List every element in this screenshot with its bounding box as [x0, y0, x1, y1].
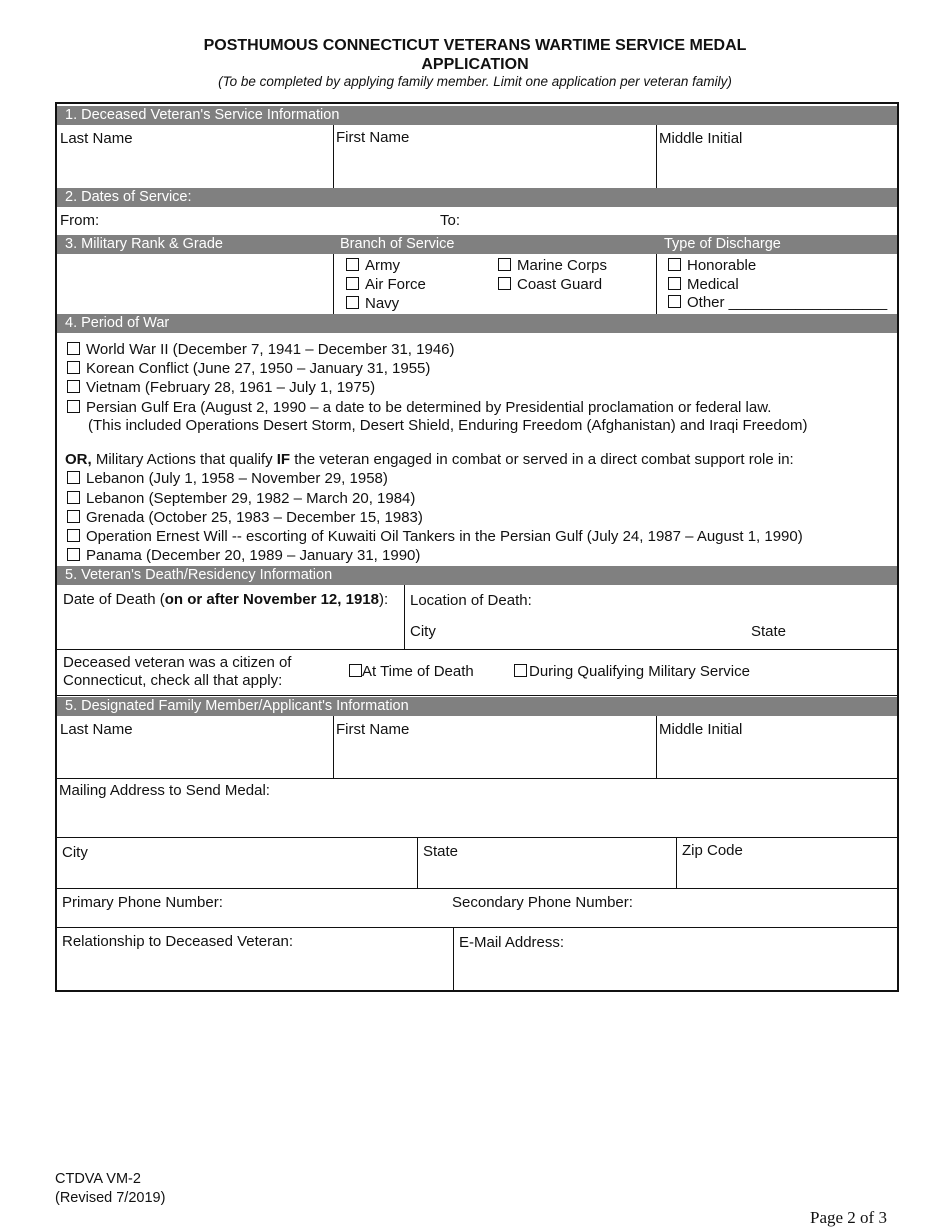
section3-header: [57, 235, 897, 254]
citizen-label: Deceased veteran was a citizen of Connecticut, check all that apply:: [63, 654, 292, 689]
form-title-line1: POSTHUMOUS CONNECTICUT VETERANS WARTIME SERVICE MEDAL: [203, 37, 747, 54]
period-wwii-option[interactable]: World War II (December 7, 1941 – December 31, 1946): [67, 341, 455, 359]
section6-title: 5. Designated Family Member/Applicant's Information: [65, 698, 409, 714]
secondary-phone-field[interactable]: Secondary Phone Number:: [452, 894, 633, 911]
service-from-field[interactable]: From:: [60, 212, 100, 229]
citizen-at-death-option[interactable]: At Time of Death: [349, 663, 474, 681]
divider: [333, 254, 334, 314]
relationship-field[interactable]: Relationship to Deceased Veteran:: [62, 933, 293, 950]
divider: [676, 837, 677, 888]
checkbox[interactable]: [67, 548, 80, 561]
checkbox[interactable]: [668, 277, 681, 290]
checkbox[interactable]: [346, 277, 359, 290]
veteran-first-name-field[interactable]: First Name: [336, 129, 410, 146]
location-of-death-label: Location of Death:: [410, 592, 532, 609]
branch-coast-guard-option[interactable]: Coast Guard: [498, 276, 602, 294]
veteran-middle-initial-field[interactable]: Middle Initial: [659, 130, 743, 147]
checkbox[interactable]: [498, 258, 511, 271]
checkbox[interactable]: [67, 361, 80, 374]
section4-header: [57, 314, 897, 333]
veteran-last-name-field[interactable]: Last Name: [60, 130, 133, 147]
divider: [656, 125, 657, 188]
action-ernest-will-option[interactable]: Operation Ernest Will -- escorting of Kuwaiti Oil Tankers in the Persian Gulf (July 24, 1987 – August 1, 1990): [67, 528, 803, 546]
discharge-medical-option[interactable]: Medical: [668, 276, 739, 294]
checkbox[interactable]: [67, 491, 80, 504]
applicant-last-name-field[interactable]: Last Name: [60, 721, 133, 738]
checkbox[interactable]: [67, 380, 80, 393]
divider: [57, 888, 897, 889]
branch-air-force-option[interactable]: Air Force: [346, 276, 426, 294]
section2-title: 2. Dates of Service:: [65, 189, 192, 205]
checkbox[interactable]: [668, 258, 681, 271]
section5-title: 5. Veteran's Death/Residency Information: [65, 567, 333, 583]
section1-header: [57, 106, 897, 125]
applicant-zip-field[interactable]: Zip Code: [682, 842, 743, 859]
section2-header: [57, 188, 897, 207]
checkbox[interactable]: [67, 471, 80, 484]
checkbox[interactable]: [346, 296, 359, 309]
service-to-field[interactable]: To:: [440, 212, 461, 229]
divider: [656, 716, 657, 778]
divider: [404, 585, 405, 649]
divider: [57, 649, 897, 650]
checkbox[interactable]: [67, 342, 80, 355]
primary-phone-field[interactable]: Primary Phone Number:: [62, 894, 223, 911]
divider: [333, 125, 334, 188]
divider: [333, 716, 334, 778]
divider: [417, 837, 418, 888]
action-panama-option[interactable]: Panama (December 20, 1989 – January 31, 1990): [67, 547, 420, 565]
persian-gulf-note: (This included Operations Desert Storm, Desert Shield, Enduring Freedom (Afghanistan) and Iraqi Freedom): [88, 417, 808, 434]
form-subtitle: (To be completed by applying family member. Limit one application per veteran family): [218, 74, 732, 89]
period-persian-gulf-option[interactable]: Persian Gulf Era (August 2, 1990 – a date to be determined by Presidential proclamation or federal law.: [67, 399, 771, 417]
checkbox[interactable]: [668, 295, 681, 308]
checkbox[interactable]: [498, 277, 511, 290]
branch-marine-corps-option[interactable]: Marine Corps: [498, 257, 607, 275]
divider: [656, 254, 657, 314]
email-field[interactable]: E-Mail Address:: [459, 934, 565, 951]
divider: [57, 837, 897, 838]
period-vietnam-option[interactable]: Vietnam (February 28, 1961 – July 1, 1975): [67, 379, 375, 397]
checkbox[interactable]: [514, 664, 527, 677]
page-number: Page 2 of 3: [810, 1208, 887, 1227]
section3-title: 3. Military Rank & Grade: [65, 236, 223, 252]
checkbox[interactable]: [67, 529, 80, 542]
divider: [453, 927, 454, 992]
divider: [57, 778, 897, 779]
form-title-line2: APPLICATION: [421, 56, 529, 73]
checkbox[interactable]: [349, 664, 362, 677]
section1-title: 1. Deceased Veteran's Service Information: [65, 107, 340, 123]
applicant-first-name-field[interactable]: First Name: [336, 721, 410, 738]
death-city-field[interactable]: City: [410, 623, 436, 640]
divider: [57, 695, 897, 696]
branch-army-option[interactable]: Army: [346, 257, 400, 275]
discharge-header: Type of Discharge: [664, 236, 781, 252]
action-grenada-option[interactable]: Grenada (October 25, 1983 – December 15, 1983): [67, 509, 423, 527]
discharge-other-option[interactable]: Other ___________________: [668, 294, 887, 312]
checkbox[interactable]: [67, 400, 80, 413]
checkbox[interactable]: [67, 510, 80, 523]
form-id: CTDVA VM-2: [55, 1171, 141, 1187]
application-form: [55, 102, 899, 992]
military-actions-intro: OR, Military Actions that qualify IF the veteran engaged in combat or served in a direct combat support role in:: [65, 451, 794, 468]
citizen-during-service-option[interactable]: During Qualifying Military Service: [514, 663, 750, 681]
mailing-address-field[interactable]: Mailing Address to Send Medal:: [59, 782, 270, 799]
checkbox[interactable]: [346, 258, 359, 271]
branch-navy-option[interactable]: Navy: [346, 295, 399, 313]
divider: [57, 927, 897, 928]
section4-title: 4. Period of War: [65, 315, 170, 331]
applicant-city-field[interactable]: City: [62, 844, 88, 861]
period-korea-option[interactable]: Korean Conflict (June 27, 1950 – January 31, 1955): [67, 360, 430, 378]
date-of-death-field[interactable]: Date of Death (on or after November 12, 1918):: [63, 591, 389, 608]
applicant-middle-initial-field[interactable]: Middle Initial: [659, 721, 743, 738]
action-lebanon-1982-option[interactable]: Lebanon (September 29, 1982 – March 20, 1984): [67, 490, 415, 508]
revision-date: (Revised 7/2019): [55, 1190, 166, 1206]
action-lebanon-1958-option[interactable]: Lebanon (July 1, 1958 – November 29, 1958): [67, 470, 388, 488]
discharge-honorable-option[interactable]: Honorable: [668, 257, 756, 275]
applicant-state-field[interactable]: State: [423, 843, 459, 860]
death-state-field[interactable]: State: [751, 623, 787, 640]
section6-header: [57, 697, 897, 716]
section5-header: [57, 566, 897, 585]
branch-header: Branch of Service: [340, 236, 455, 252]
